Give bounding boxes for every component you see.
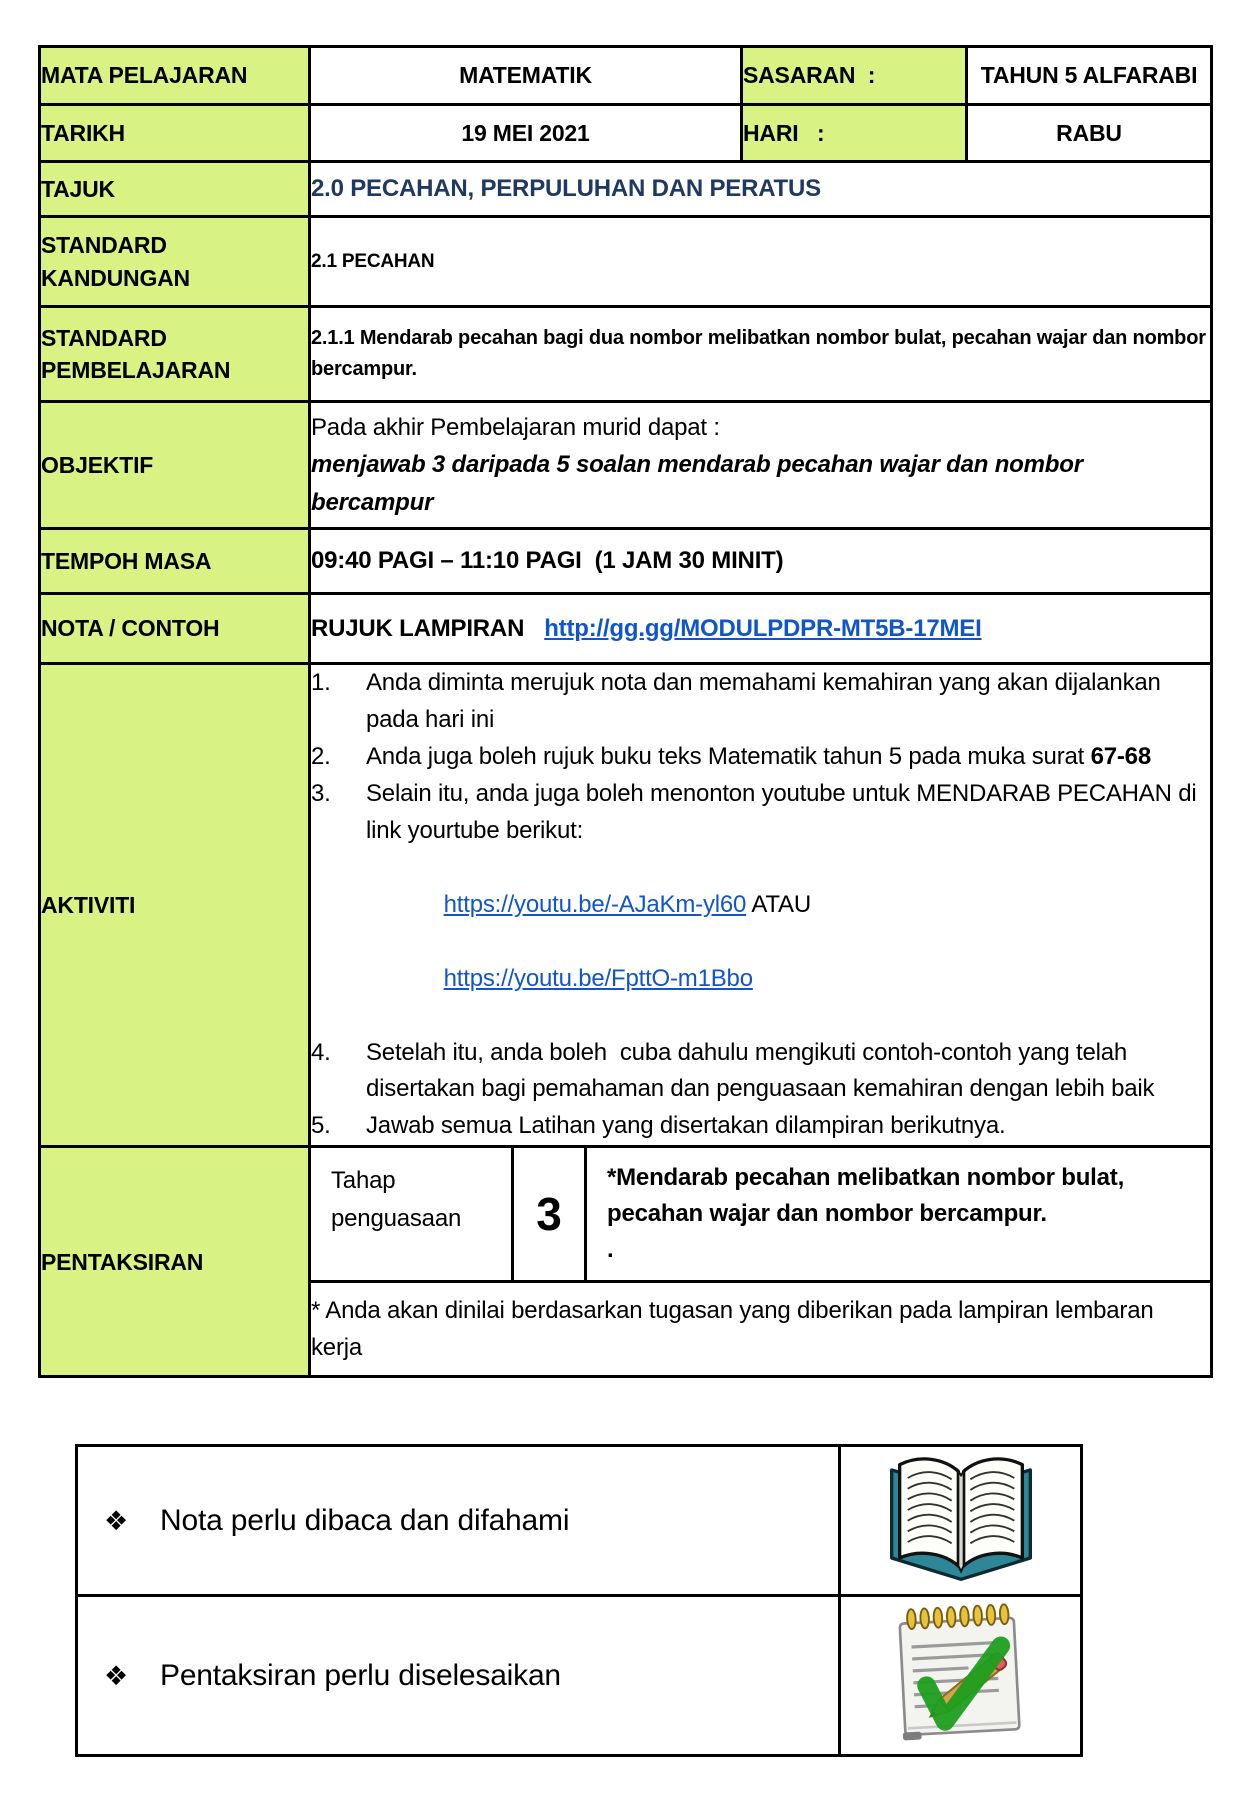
list-item: 4. Setelah itu, anda boleh cuba dahulu mengikuti contoh-contoh yang telah disertakan bagi pemahaman dan penguasaan kemahiran dengan lebih baik bbox=[311, 1038, 1155, 1103]
aktiviti-label: AKTIVITI bbox=[40, 664, 310, 1147]
nota-contoh-value bbox=[310, 594, 1212, 664]
list-item: 2. Anda juga boleh rujuk buku teks Matematik tahun 5 pada muka surat 67-68 bbox=[311, 742, 1151, 770]
diamond-bullet-icon: ❖ bbox=[104, 1660, 129, 1692]
objektif-intro: Pada akhir Pembelajaran murid dapat : bbox=[311, 414, 720, 442]
notepad-check-icon bbox=[881, 1598, 1041, 1748]
table-row bbox=[40, 529, 1212, 594]
youtube-link-1[interactable]: https://youtu.be/-AJaKm-yl60 bbox=[443, 890, 747, 918]
table-row bbox=[40, 307, 1212, 402]
standard-pembelajaran-label: STANDARD PEMBELAJARAN bbox=[40, 307, 310, 402]
tajuk-value: 2.0 PECAHAN, PERPULUHAN DAN PERATUS bbox=[310, 162, 1212, 217]
tajuk-label: TAJUK bbox=[40, 162, 310, 217]
open-book-icon bbox=[881, 1454, 1041, 1582]
table-row bbox=[40, 664, 1212, 1147]
objektif-detail: menjawab 3 daripada 5 soalan mendarab pecahan wajar dan nombor bercampur bbox=[311, 451, 1083, 516]
lampiran-link[interactable]: http://gg.gg/MODULPDPR-MT5B-17MEI bbox=[544, 614, 982, 642]
tempoh-masa-value: 09:40 PAGI – 11:10 PAGI (1 JAM 30 MINIT) bbox=[310, 529, 1212, 594]
page-numbers: 67-68 bbox=[1090, 742, 1151, 770]
youtube-link-2[interactable]: https://youtu.be/FpttO-m1Bbo bbox=[443, 964, 753, 992]
nota-contoh-label: NOTA / CONTOH bbox=[40, 594, 310, 664]
tahap-penguasaan-label: Tahap penguasaan bbox=[311, 1148, 514, 1280]
reminder-nota: ❖ Nota perlu dibaca dan difahami bbox=[77, 1446, 840, 1596]
table-row bbox=[40, 594, 1212, 664]
standard-pembelajaran-value: 2.1.1 Mendarab pecahan bagi dua nombor melibatkan nombor bulat, pecahan wajar dan nombor bercampur. bbox=[310, 307, 1212, 402]
reminder-pentaksiran: ❖ Pentaksiran perlu diselesaikan bbox=[77, 1596, 840, 1756]
table-row bbox=[77, 1596, 1082, 1756]
table-row bbox=[40, 402, 1212, 529]
table-row bbox=[40, 1147, 1212, 1282]
pentaksiran-desc-cell: *Mendarab pecahan melibatkan nombor bulat, pecahan wajar dan nombor bercampur. . bbox=[587, 1148, 1210, 1280]
sasaran-value: TAHUN 5 ALFARABI bbox=[967, 47, 1212, 105]
objektif-label: OBJEKTIF bbox=[40, 402, 310, 529]
mata-pelajaran-value: MATEMATIK bbox=[310, 47, 742, 105]
rujuk-lampiran-text: RUJUK LAMPIRAN bbox=[311, 614, 525, 642]
lesson-plan-table bbox=[38, 45, 1213, 1378]
table-row bbox=[77, 1446, 1082, 1596]
hari-label: HARI : bbox=[742, 105, 967, 162]
tarikh-label: TARIKH bbox=[40, 105, 310, 162]
reminders-table bbox=[75, 1444, 1083, 1757]
table-row bbox=[40, 105, 1212, 162]
pentaksiran-desc: *Mendarab pecahan melibatkan nombor bulat, pecahan wajar dan nombor bercampur. bbox=[607, 1164, 1125, 1228]
hari-value: RABU bbox=[967, 105, 1212, 162]
table-row bbox=[40, 162, 1212, 217]
tempoh-masa-label: TEMPOH MASA bbox=[40, 529, 310, 594]
list-item: 5. Jawab semua Latihan yang disertakan dilampiran berikutnya. bbox=[311, 1112, 1006, 1140]
pentaksiran-note: * Anda akan dinilai berdasarkan tugasan yang diberikan pada lampiran lembaran kerja bbox=[310, 1282, 1212, 1377]
list-item: 1. Anda diminta merujuk nota dan memahami kemahiran yang akan dijalankan pada hari ini bbox=[311, 669, 1168, 733]
mata-pelajaran-label: MATA PELAJARAN bbox=[40, 47, 310, 105]
list-item: 3. Selain itu, anda juga boleh menonton youtube untuk MENDARAB PECAHAN di link yourtube berikut: https://youtu.be/-AJaKm-yl60 ATAU https://youtu.be/FpttO-m1Bbo bbox=[311, 779, 1203, 992]
standard-kandungan-value: 2.1 PECAHAN bbox=[310, 217, 1212, 307]
objektif-value bbox=[310, 402, 1212, 529]
sasaran-label: SASARAN : bbox=[742, 47, 967, 105]
table-row bbox=[40, 217, 1212, 307]
aktiviti-list bbox=[310, 664, 1212, 1147]
table-row bbox=[40, 47, 1212, 105]
standard-kandungan-label: STANDARD KANDUNGAN bbox=[40, 217, 310, 307]
pentaksiran-grid bbox=[310, 1147, 1212, 1282]
tahap-penguasaan-value: 3 bbox=[514, 1148, 587, 1280]
diamond-bullet-icon: ❖ bbox=[104, 1505, 129, 1537]
tarikh-value: 19 MEI 2021 bbox=[310, 105, 742, 162]
pentaksiran-label: PENTAKSIRAN bbox=[40, 1147, 310, 1377]
